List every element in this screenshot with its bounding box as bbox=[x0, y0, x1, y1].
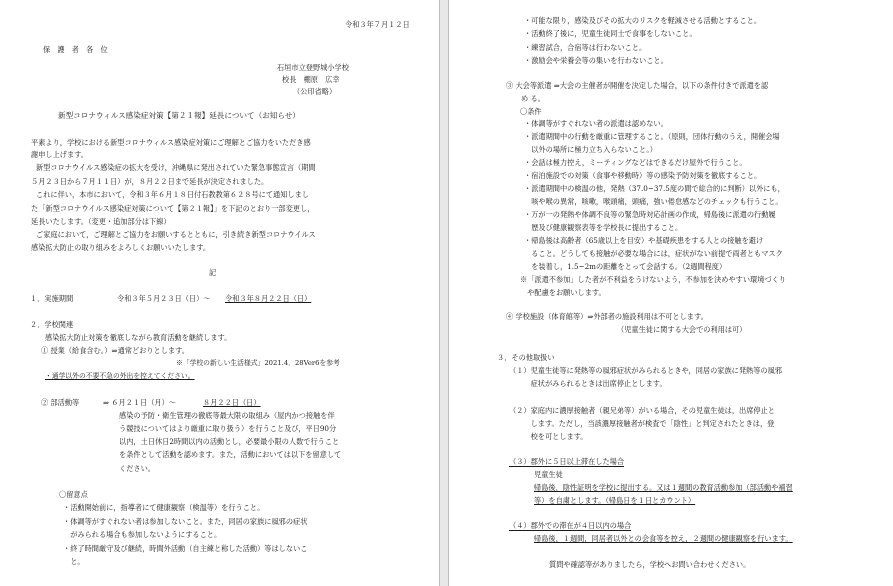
intro-line: た「新型コロナウイルス感染症対策について【第２１報】」を下記のとおり一部変更し， bbox=[31, 204, 315, 213]
condition-line: ・会話は極力控え，ミーティングなどはできるだけ屋外で行うこと。 bbox=[524, 158, 747, 167]
caution-item: ・終了時間厳守及び継続，時間外活動（自主練と称した活動）等はしないこ bbox=[63, 544, 308, 553]
intro-line: 延長いたします。（変更・追加部分は下線） bbox=[31, 217, 171, 226]
ki-heading: 記 bbox=[209, 268, 217, 277]
notice-date: 令和３年７月１２日 bbox=[345, 20, 410, 29]
club-from: ⇒ ６月２１日（月）〜 bbox=[103, 398, 176, 407]
intro-line: これに伴い，本市において，令和３年６月１８日付石教教第６２８号にて通知しまし bbox=[36, 190, 309, 199]
left-page bbox=[0, 0, 440, 586]
intro-line: 感染拡大防止の取り組みをよろしくお願いいたします。 bbox=[31, 243, 211, 252]
condition-line: ※「派遣不参加」した者が不利益をうけないよう，不参加を決めやすい環境づくり bbox=[520, 275, 786, 284]
condition-line: 以外の場所に極力立ち入らないこと。） bbox=[524, 145, 657, 154]
classes-item: ① 授業（給食含む。）⇒通常どおりとします。 bbox=[41, 346, 189, 355]
stay-5days-sub: 児童生徒 bbox=[534, 470, 563, 479]
club-body-line: 以内，土日休日2時間以内の活動とし，必要最小限の人数で行うこと bbox=[119, 437, 340, 446]
notice-title: 新型コロナウィルス感染症対策【第２１報】延長について（お知らせ） bbox=[58, 111, 300, 120]
intro-line: 平素より，学校における新型コロナウィルス感染症対策にご理解とご協力をいただき感 bbox=[31, 138, 311, 147]
condition-line: 歴及び健康観察表等を学校長に提出すること。 bbox=[524, 223, 683, 232]
condition-line: ・派遣期間中の行動を厳重に管理すること。（原則，団体行動のうえ，開催会場 bbox=[524, 132, 780, 141]
intro-line: 新型コロナウイルス感染症の拡大を受け，沖縄県に発出されていた緊急事態宣言（期間 bbox=[36, 163, 316, 172]
club-body-line: を条件として活動を認めます。また，活動においては以下を留意して bbox=[119, 450, 342, 459]
fever-line: 症状がみられるときは出席停止とします。 bbox=[509, 379, 667, 388]
condition-line: ・宿泊施設での対策（食事や移動時）等の感染予防対策を徹底すること。 bbox=[524, 171, 762, 180]
classes-note: ・通学以外の不要不急の外出を控えてください。 bbox=[45, 372, 195, 380]
school-name: 石垣市立登野城小学校 bbox=[277, 63, 349, 72]
stay-4days-heading: （４）郡外での滞在が４日以内の場合 bbox=[509, 521, 632, 530]
bullet-item: ・活動終了後に，児童生徒同士で食事をしないこと。 bbox=[524, 29, 697, 38]
stay-5days-heading: （３）郡外に５日以上滞在した場合 bbox=[509, 457, 625, 466]
caution-item: がみられる場合も参加しないようにすること。 bbox=[63, 530, 222, 539]
bullet-item: ・激励会や栄養会等の集いを行わないこと。 bbox=[524, 56, 668, 65]
section-1-from: 令和３年５月２３日（日）〜 bbox=[117, 294, 211, 303]
caution-item: ・体調等がすぐれない者は参加しないこと。また，同居の家族に風邪の症状 bbox=[63, 517, 308, 526]
intro-line: 謝申し上げます。 bbox=[31, 150, 88, 159]
club-label: ② 部活動等 bbox=[41, 398, 80, 407]
close-contact-line: （２）家庭内に濃厚接触者（親兄弟等）がいる場合，その児童生徒は，出席停止と bbox=[509, 406, 775, 415]
intro-line: ご家庭において，ご理解とご協力をお願いするとともに，引き続き新型コロナウイルス bbox=[36, 230, 316, 239]
caution-heading: 〇留意点 bbox=[59, 490, 88, 499]
bullet-item: ・練習試合，合宿等は行わないこと。 bbox=[524, 43, 647, 52]
fever-line: （１）児童生徒等に発熱等の風邪症状がみられるときや，同居の家族に発熱等の風邪 bbox=[509, 366, 782, 375]
principal-name: 校長 棚原 広幸 bbox=[282, 75, 340, 84]
classes-reference: ※「学校の新しい生活様式」2021.4．28Ver6を参考 bbox=[176, 359, 340, 367]
section-3-label: ３．その他取扱い bbox=[497, 353, 555, 362]
stay-5days-body: 等）を自粛とします。（帰島日を１日とカウント） bbox=[534, 496, 696, 505]
condition-line: 咳や喉の異常，咳嗽，喉頭痛，頭痛，強い倦怠感などのチェックも行うこと。 bbox=[524, 197, 783, 206]
bullet-item: ・可能な限り，感染及びその拡大のリスクを軽減させる活動とすること。 bbox=[524, 16, 762, 25]
club-body-line: う競技についてはより厳重に取り扱う）を行うこと及び，平日90分 bbox=[119, 424, 337, 433]
stay-5days-body: 帰島後，陰性証明を学校に提出する。又は１週間の教育活動参加（部活動や補習 bbox=[534, 483, 793, 492]
seal-note: （公印省略） bbox=[293, 87, 337, 96]
section-2-lead: 感染拡大防止対策を徹底しながら教育活動を継続します。 bbox=[45, 333, 232, 342]
condition-line: ること。どうしても接触が必要な場合には，症状がない前提で両者ともマスク bbox=[524, 249, 783, 258]
section-1-to: 令和３年８月２２日（日） bbox=[225, 294, 312, 303]
section-2-label: ２．学校関連 bbox=[30, 320, 74, 329]
dispatch-heading: ③ 大会等派遣 ⇒大会の主催者が開催を決定した場合，以下の条件付きで派遣を認 bbox=[506, 81, 769, 90]
caution-item: ・活動開始前に，指導者にて健康観察（検温等）を行うこと。 bbox=[63, 503, 265, 512]
intro-line: ５月２３日から７月１１日）が，８月２２日まで延長が決定されました。 bbox=[31, 177, 269, 186]
close-contact-line: します。ただし，当該濃厚接触者が検査で「陰性」と判定されたときは，登 bbox=[509, 419, 775, 428]
condition-line: や配慮をお願いします。 bbox=[520, 288, 606, 297]
condition-line: ・帰島後は高齢者（65歳以上を目安）や基礎疾患をする人との接触を避け bbox=[524, 236, 764, 245]
dispatch-heading-cont: め る。 bbox=[521, 94, 545, 103]
condition-line: ・体調等がすぐれない者の派遣は認めない。 bbox=[524, 119, 668, 128]
closing-line: 質問や確認等がありましたら，学校へお問い合わせください。 bbox=[549, 560, 751, 569]
condition-line: を装着し，1.5~2mの距離をとって会話する。（2週間程度） bbox=[524, 262, 727, 271]
section-1-label: １．実施期間 bbox=[30, 294, 74, 303]
right-page bbox=[448, 0, 893, 586]
caution-item: と。 bbox=[63, 557, 85, 566]
addressee: 保 護 者 各 位 bbox=[43, 45, 108, 54]
club-body-line: ください。 bbox=[119, 464, 155, 473]
club-body-line: 感染の予防・衛生管理の徹底等最大限の取組み（屋内かつ接触を伴 bbox=[119, 411, 335, 420]
condition-line: ・派遣期間中の検温の他，発熱（37.0~37.5度の間で総合的に判断）以外にも， bbox=[524, 184, 785, 193]
condition-line: ・万が一の発熱や体調不良等の緊急時対応計画の作成，帰島後に派遣の行動履 bbox=[524, 210, 776, 219]
conditions-heading: 〇条件 bbox=[520, 107, 542, 116]
facility-line: ④ 学校施設（体育館等）⇒外部者の施設利用は不可とします。 bbox=[506, 312, 708, 321]
stay-4days-body: 帰島後，１週間，同居者以外との会食等を控え，２週間の健康観察を行います。 bbox=[534, 534, 793, 543]
club-to: ８月２２日（日） bbox=[203, 398, 261, 407]
close-contact-line: 校を可とします。 bbox=[509, 432, 588, 441]
facility-note: （児童生徒に関する大会での利用は可） bbox=[617, 325, 747, 334]
